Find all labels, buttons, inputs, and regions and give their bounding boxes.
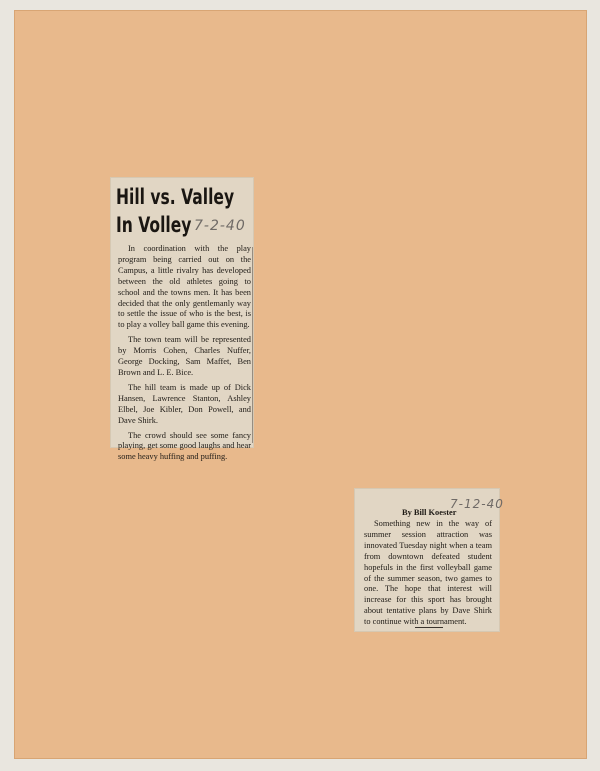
headline-line-2: In Volley [116,213,192,237]
paragraph: In coordination with the play program being carried out on the Campus, a little rivalry has developed between the old athletes going to school and the towns men. It has been decided that the only gentlemanly way to settle the issue of who is the best, is to play a volley ball game this evening. [118,244,251,330]
handwritten-date: 7-2-40 [194,218,246,234]
clipping-body [364,519,492,632]
paragraph: The town team will be represented by Morris Cohen, Charles Nuffer, George Docking, Sam Maffet, Ben Brown and L. E. Bice. [118,335,251,377]
handwritten-date: 7-12-40 [450,497,504,511]
byline: By Bill Koester [402,508,457,517]
newspaper-clipping-hill-vs-valley [110,177,254,462]
paragraph: The crowd should see some fancy playing, get some good laughs and hear some heavy huffing and puffing. [118,430,251,462]
newspaper-clipping-volleyball [354,488,504,632]
scrapbook-page [14,10,587,759]
end-rule [415,627,443,628]
column-rule [252,247,253,443]
paragraph: Something new in the way of summer session attraction was innovated Tuesday night when a team from downtown defeated student hopefuls in the first volleyball game of the summer season, two games to one. The hope that interest will increase for this sport has brought about tentative plans by Dave Shirk to continue with a tournament. [364,519,492,627]
clipping-body [118,244,251,467]
paragraph: The hill team is made up of Dick Hansen, Lawrence Stanton, Ashley Elbel, Joe Kibler, Don Powell, and Dave Shirk. [118,382,251,425]
headline-line-1: Hill vs. Valley [116,185,235,209]
